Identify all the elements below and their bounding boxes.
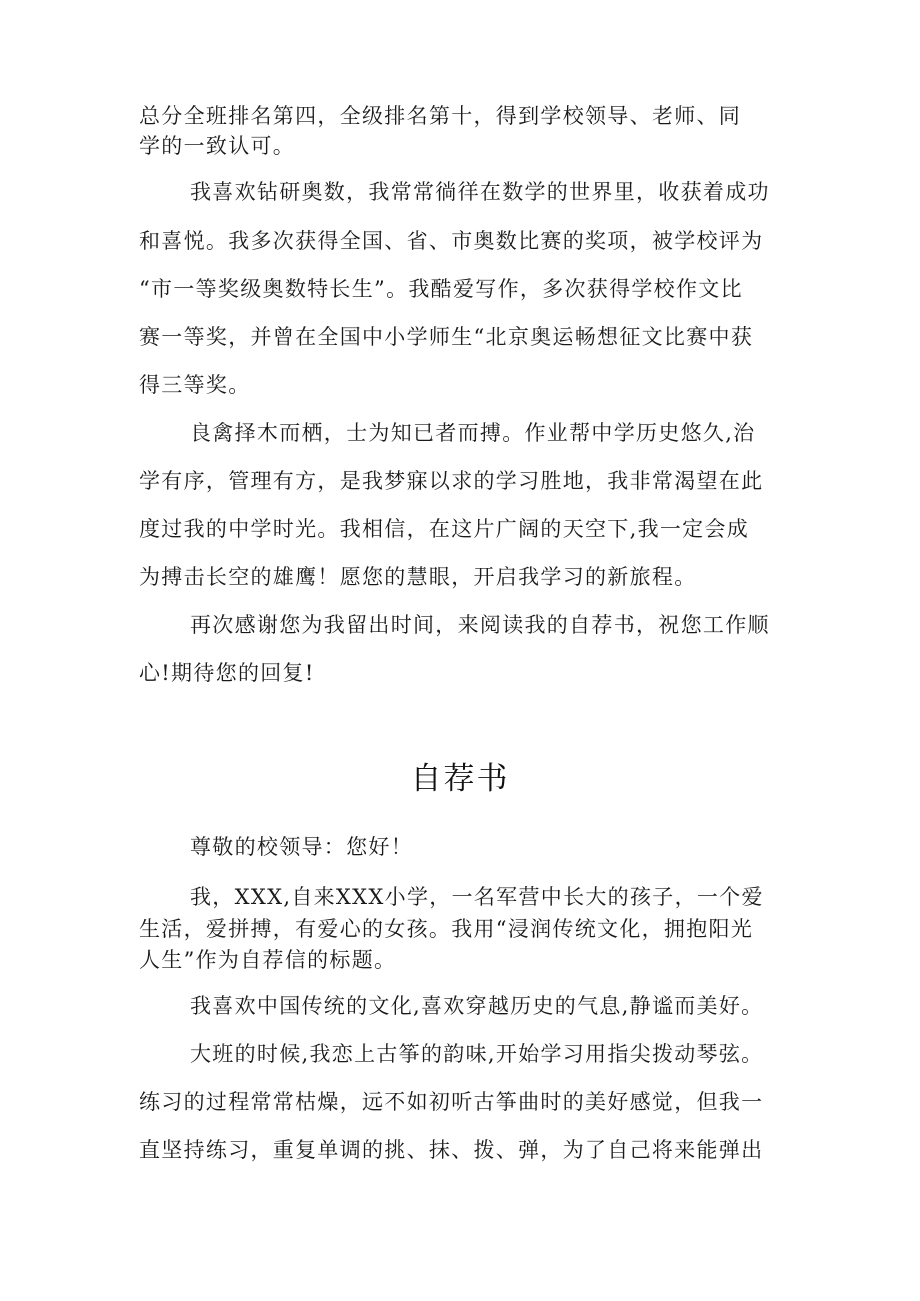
- text-line: 我，XXX,自来XXX小学，一名军营中长大的孩子，一个爱: [190, 885, 764, 909]
- page-title: 自荐书: [410, 761, 510, 797]
- text-line: 我喜欢钻研奥数，我常常徜徉在数学的世界里，收获着成功: [190, 180, 770, 204]
- salutation: 尊敬的校领导：您好！: [190, 835, 413, 859]
- text-line: 良禽择木而栖，士为知已者而搏。作业帮中学历史悠久,治: [190, 421, 756, 445]
- text-line: 大班的时候,我恋上古筝的韵味,开始学习用指尖拨动琴弦。: [190, 1042, 764, 1066]
- text-line: 再次感谢您为我留出时间，来阅读我的自荐书，祝您工作顺: [190, 613, 770, 637]
- text-line: “市一等奖级奥数特长生”。我酷爱写作，多次获得学校作文比: [139, 277, 743, 301]
- text-line: 学有序，管理有方，是我梦寐以求的学习胜地，我非常渴望在此: [139, 469, 764, 493]
- text-line: 直坚持练习，重复单调的挑、抹、拨、弹，为了自己将来能弹出: [139, 1138, 764, 1162]
- text-line: 和喜悦。我多次获得全国、省、市奥数比赛的奖项，被学校评为: [139, 229, 764, 253]
- text-line: 得三等奖。: [139, 373, 251, 397]
- text-line: 生活，爱拼搏，有爱心的女孩。我用“浸润传统文化，拥抱阳光: [139, 917, 754, 941]
- text-line: 度过我的中学时光。我相信，在这片广阔的天空下,我一定会成: [139, 517, 750, 541]
- text-line: 心!期待您的回复!: [139, 661, 315, 685]
- text-line: 赛一等奖，并曾在全国中小学师生“北京奥运畅想征文比赛中获: [139, 325, 754, 349]
- text-line: 总分全班排名第四，全级排名第十，得到学校领导、老师、同: [139, 104, 742, 128]
- text-line: 为搏击长空的雄鹰！愿您的慧眼，开启我学习的新旅程。: [139, 565, 697, 589]
- text-line: 我喜欢中国传统的文化,喜欢穿越历史的气息,静谧而美好。: [190, 994, 764, 1018]
- text-line: 练习的过程常常枯燥，远不如初听古筝曲时的美好感觉，但我一: [139, 1090, 764, 1114]
- text-line: 学的一致认可。: [139, 134, 296, 158]
- text-line: 人生”作为自荐信的标题。: [139, 948, 397, 972]
